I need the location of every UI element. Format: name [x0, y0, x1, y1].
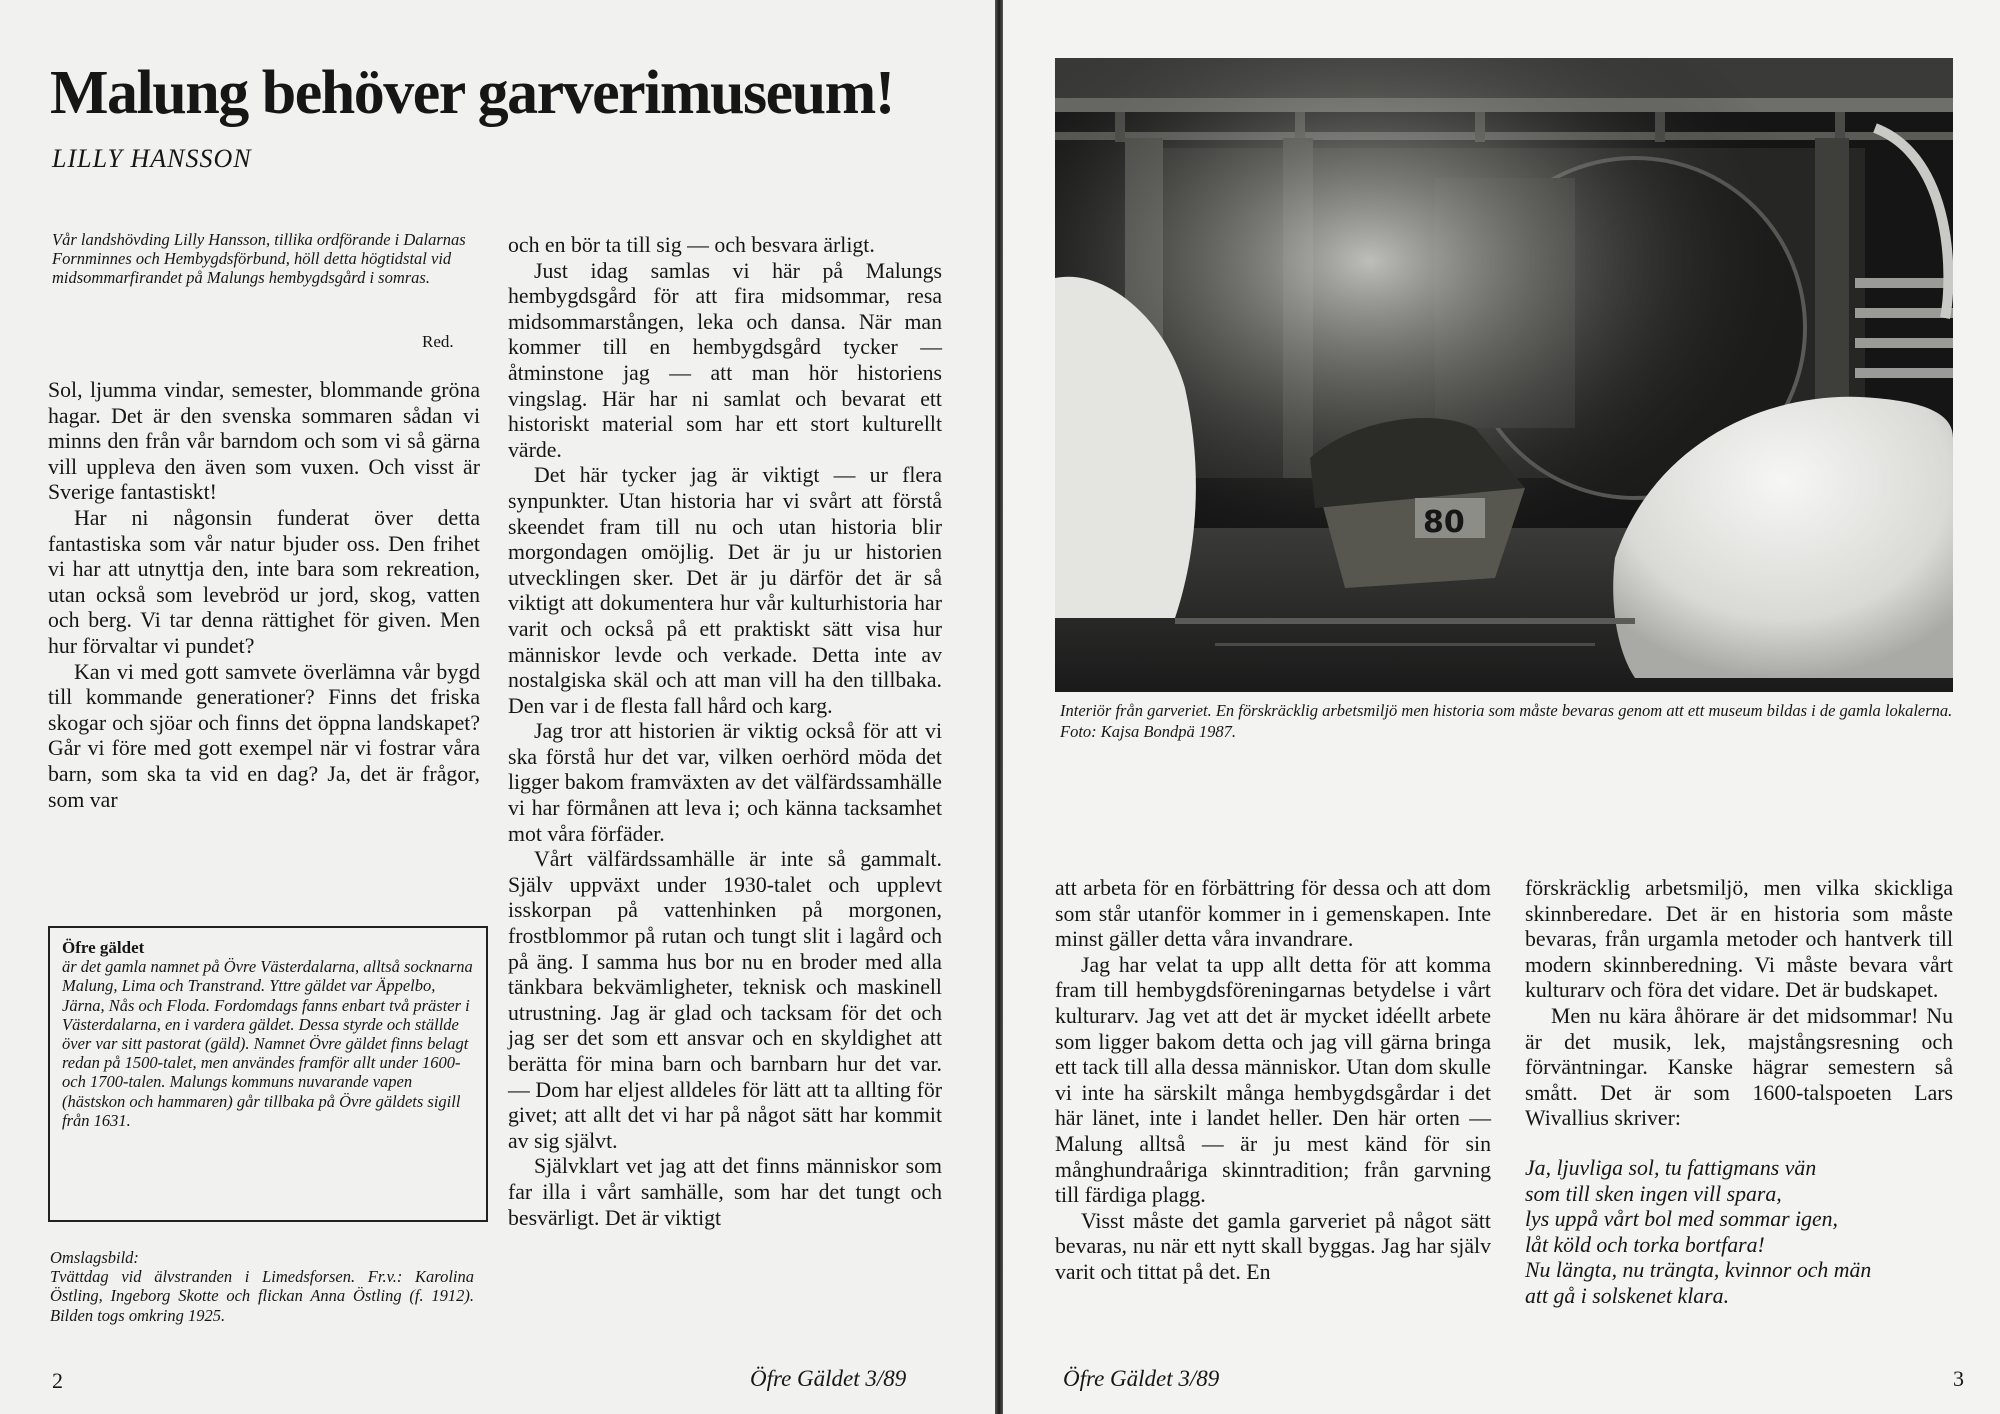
- tannery-photo: [1055, 58, 1953, 692]
- author-byline: LILLY HANSSON: [52, 144, 252, 173]
- right-column-2: [1525, 876, 1953, 1310]
- left-column-1: [48, 378, 480, 813]
- sidebar-title: Öfre gäldet: [62, 938, 145, 957]
- page-number: 2: [52, 1368, 63, 1393]
- paragraph: Har ni någonsin funderat över detta fantastiska som vår natur bjuder oss. Den frihet vi har att utnyttja den, inte bara som rekreation, utan också som levebröd ur jord, skog, vatten och berg. Vi tar denna rättighet för given. Men hur förvaltar vi pundet?: [48, 505, 480, 658]
- article-title: Malung behöver garverimuseum!: [50, 59, 894, 127]
- cover-credit: [50, 1248, 474, 1325]
- vat-number: 80: [1423, 505, 1465, 540]
- paragraph: Visst måste det gamla garveriet på något sätt bevaras, nu när ett nytt skall byggas. Jag har själv varit och tittat på det. En: [1055, 1208, 1491, 1284]
- cover-label: Omslagsbild:: [50, 1248, 139, 1267]
- poem: [1525, 1156, 1953, 1310]
- left-page: [0, 0, 995, 1414]
- magazine-footer: Öfre Gäldet 3/89: [750, 1366, 907, 1391]
- paragraph: Vårt välfärdssamhälle är inte så gammalt. Själv uppväxt under 1930-talet och upplevt isskorpan på vattenhinken på morgonen, frostblommor på rutan och tungt slit i lagård och på äng. I samma hus bor nu en broder med alla tänkbara bekvämligheter, teknisk och maskinell utrustning. Jag är glad och tacksam för det och jag ser det som ett ansvar och en skyldighet att berätta för mina barn och barnbarn hur det var. — Dom har eljest alldeles för lätt att ta allting för givet; att allt det vi har på något sätt har kommit av sig självt.: [508, 847, 942, 1153]
- paragraph: Just idag samlas vi här på Malungs hembygdsgård för att fira midsommar, resa midsommarstången, leka och dansa. När man kommer till en hembygdsgård tycker — åtminstone jag — att man hör historiens vingslag. Här har ni samlat och bevarat ett historiskt material som har ett stort kulturellt värde.: [508, 258, 942, 462]
- paragraph: Det här tycker jag är viktigt — ur flera synpunkter. Utan historia har vi svårt att förstå skeendet fram till nu och utan historia blir morgondagen omöjlig. Det är ju ur historien utvecklingen sker. Det är ju därför det är så viktigt att dokumentera hur vår kulturhistoria har varit och också på ett praktiskt sätt visa hur människor levde och verkade. Detta inte av nostalgiska skäl och att man vill ha den tillbaka. Den var i de flesta fall hård och karg.: [508, 463, 942, 718]
- left-column-2: [508, 233, 942, 1231]
- photo-caption: Interiör från garveriet. En förskräcklig arbetsmiljö men historia som måste bevaras genom att ett museum bildas i de gamla lokalerna. Foto: Kajsa Bondpä 1987.: [1060, 701, 1953, 741]
- paragraph: Men nu kära åhörare är det midsommar! Nu är det musik, lek, majstångsresning och förväntningar. Kanske hägrar semestern så smått. Det är som 1600-talspoeten Lars Wivallius skriver:: [1525, 1003, 1953, 1131]
- tannery-interior-photo: [1055, 58, 1953, 692]
- paragraph: förskräcklig arbetsmiljö, men vilka skickliga skinnberedare. Det är en historia som måste bevaras, från urgamla metoder och hantverk till modern skinnberedning. Vi måste bevara vårt kulturarv och föra det vidare. Det är budskapet.: [1525, 876, 1953, 1003]
- paragraph: Sol, ljumma vindar, semester, blommande gröna hagar. Det är den svenska sommaren sådan vi minns den från vår barndom och som vi så gärna vill uppleva den även som vuxen. Och visst är Sverige fantastiskt!: [48, 378, 480, 505]
- poem-line: Nu längta, nu trängta, kvinnor och män: [1525, 1258, 1872, 1283]
- paragraph: att arbeta för en förbättring för dessa och att dom som står utanför kommer in i gemenskapen. Inte minst gäller detta våra invandrare.: [1055, 876, 1491, 952]
- cover-text: Tvättdag vid älvstranden i Limedsforsen. Fr.v.: Karolina Östling, Ingeborg Skotte och flickan Anna Östling (f. 1912). Bilden togs omkring 1925.: [50, 1267, 474, 1325]
- paragraph: Kan vi med gott samvete överlämna vår bygd till kommande generationer? Finns det friska skogar och sjöar och finns det öppna landskapet? Går vi före med gott exempel när vi fostrar våra barn, som ska ta vid en dag? Ja, det är frågor, som var: [48, 659, 480, 812]
- paragraph: Självklart vet jag att det finns människor som far illa i vårt samhälle, som har det tungt och besvärligt. Det är viktigt: [508, 1154, 942, 1230]
- editor-signature: Red.: [422, 332, 454, 351]
- poem-line: som till sken ingen vill spara,: [1525, 1181, 1782, 1206]
- paragraph: Jag tror att historien är viktig också för att vi ska förstå hur det var, vilken oerhörd möda det ligger bakom framväxten av det välfärdssamhälle vi har förmånen att leva i; och känna tacksamhet mot våra förfäder.: [508, 719, 942, 846]
- paragraph: Jag har velat ta upp allt detta för att komma fram till hembygdsföreningarnas betydelse i vårt kulturarv. Jag vet att det är mycket idéellt arbete som ligger bakom detta och jag vill gärna bringa ett tack till alla dessa människor. Utan dom skulle vi inte ha särskilt många hembygdsgårdar i det här länet, inte i landet heller. Den här orten — Malung alltså — är ju mest känd för sin månghundraåriga skinntradition; från garvning till färdiga plagg.: [1055, 952, 1491, 1208]
- page-number: 3: [1953, 1366, 1964, 1391]
- sidebar-text: är det gamla namnet på Övre Västerdalarna, alltså socknarna Malung, Lima och Transtrand. Yttre gäldet var Äppelbo, Järna, Nås och Floda. Fordomdags fanns enbart två präster i Västerdalarna, en i vardera gäldet. Dessa styrde och ställde över var sitt pastorat (gäld). Namnet Övre gäldet finns belagt redan på 1500-talet, men användes framför allt under 1600- och 1700-talen. Malungs kommuns nuvarande vapen (hästskon och hammaren) går tillbaka på Övre gäldets sigill från 1631.: [62, 957, 473, 1130]
- poem-line: att gå i solskenet klara.: [1525, 1283, 1730, 1308]
- right-column-1: [1055, 876, 1491, 1286]
- poem-line: Ja, ljuvliga sol, tu fattigmans vän: [1525, 1155, 1817, 1180]
- magazine-footer: Öfre Gäldet 3/89: [1063, 1366, 1220, 1391]
- sidebar-box: [48, 926, 488, 1222]
- poem-line: låt köld och torka bortfara!: [1525, 1232, 1765, 1257]
- poem-line: lys uppå vårt bol med sommar igen,: [1525, 1207, 1839, 1232]
- editor-intro: Vår landshövding Lilly Hansson, tillika ordförande i Dalarnas Fornminnes och Hembygdsförbund, höll detta högtidstal vid midsommarfirandet på Malungs hembygdsgård i somras.: [52, 230, 466, 287]
- right-page: [1003, 0, 2000, 1414]
- paragraph: och en bör ta till sig — och besvara ärligt.: [508, 233, 875, 257]
- spine-gutter: [995, 0, 1003, 1414]
